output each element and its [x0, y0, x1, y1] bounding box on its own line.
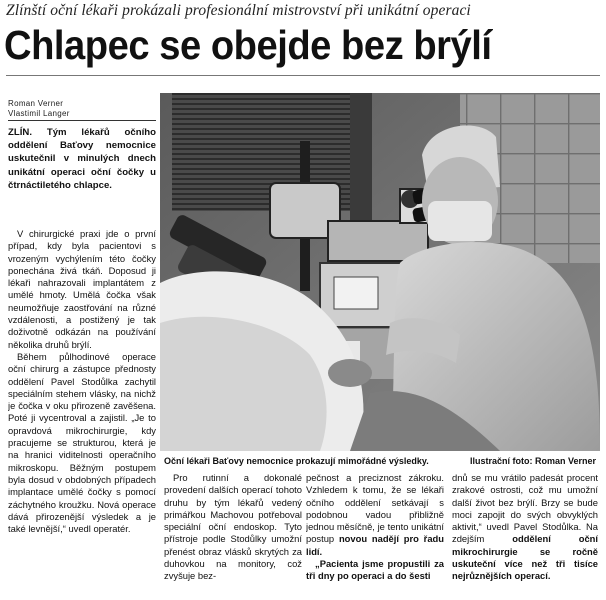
body-text-bold: oddělení oční mikrochirurgie se ročně uskuteční více než tři tisíce nejrůznějších operací. — [452, 533, 598, 582]
photo-caption: Oční lékaři Baťovy nemocnice prokazují mimořádné výsledky. — [164, 456, 429, 466]
body-text: dnů se mu vrátilo padesát procent zrakové ostrosti, což mu umožní další život bez brýlí. Brzy se bude moci zapojit do svých obvyklých aktivit,“ uvedl Pavel Stodůlka. Na zdejším — [452, 472, 598, 545]
dateline: ZLÍN. — [8, 127, 32, 138]
lead-paragraph — [8, 126, 156, 192]
body-paragraph: V chirurgické praxi jde o první případ, kdy byla pacientovi s vrozeným vychýlením této čočky ponechána živá tkáň. Doposud ji lékaři nahrazovali implantátem z umělé hmoty. Umělá čočka však neumožňuje zaostřování na různé vzdálenosti, a postižený je tak doživotně odkázán na používání několika druhů brýlí. — [8, 228, 156, 350]
body-column-1 — [8, 228, 156, 586]
lead-text: Tým lékařů očního oddělení Baťovy nemocnice uskutečnil v minulých dnech unikátní operaci oční čočky u čtrnáctiletého chlapce. — [8, 127, 156, 191]
body-text-bold: novou nadějí pro řadu lidí. — [306, 533, 444, 557]
author-1: Roman Verner — [8, 99, 64, 108]
article-photo — [160, 93, 600, 451]
body-text: pečnost a preciznost zákroku. Vzhledem k tomu, že se lékaři očního oddělení setkávají s podobnou vadou přibližně jednou měsíčně, je tento unikátní postup — [306, 472, 444, 545]
author-rule — [8, 120, 156, 121]
body-column-3 — [306, 472, 444, 590]
kicker: Zlínští oční lékaři prokázali profesionální mistrovství při unikátní operaci — [6, 2, 471, 19]
body-paragraph: „Pacienta jsme propustili za tři dny po operaci a do šesti — [306, 558, 444, 582]
author-2: Vlastimil Langer — [8, 109, 70, 118]
photo-credit: Ilustrační foto: Roman Verner — [469, 456, 596, 466]
body-column-4 — [452, 472, 598, 590]
body-paragraph: Pro rutinní a dokonalé provedení dalších operací tohoto druhu by tým lékařů vedený primářkou Machovou potřeboval speciální oční endoskop. Tyto přístroje podle Stodůlky umožní přenést obraz vlásků skrytých za duhovkou na monitory, což zvyšuje bez- — [164, 472, 302, 582]
body-paragraph: Během půlhodinové operace oční chirurg a zástupce přednosty oddělení Pavel Stodůlka zachytil speciálním stehem vlásky, na nichž je čočka v oku přirozeně zavěšena. Poté ji vycentroval a zajistil. „Je to opravdová mikrochirurgie, kdy pracujeme se strukturou, která je na hranici viditelnosti operačního mikroskopu. Běžným postupem byla dosud v obdobných případech implantace umělé čočky s pomocí záchytného kroužku. Nová operace dává přirozenější výsledek a je také levnější,“ uvedl operatér. — [8, 350, 156, 535]
body-column-2 — [164, 472, 302, 590]
headline-rule — [6, 75, 600, 76]
headline: Chlapec se obejde bez brýlí — [4, 22, 492, 68]
